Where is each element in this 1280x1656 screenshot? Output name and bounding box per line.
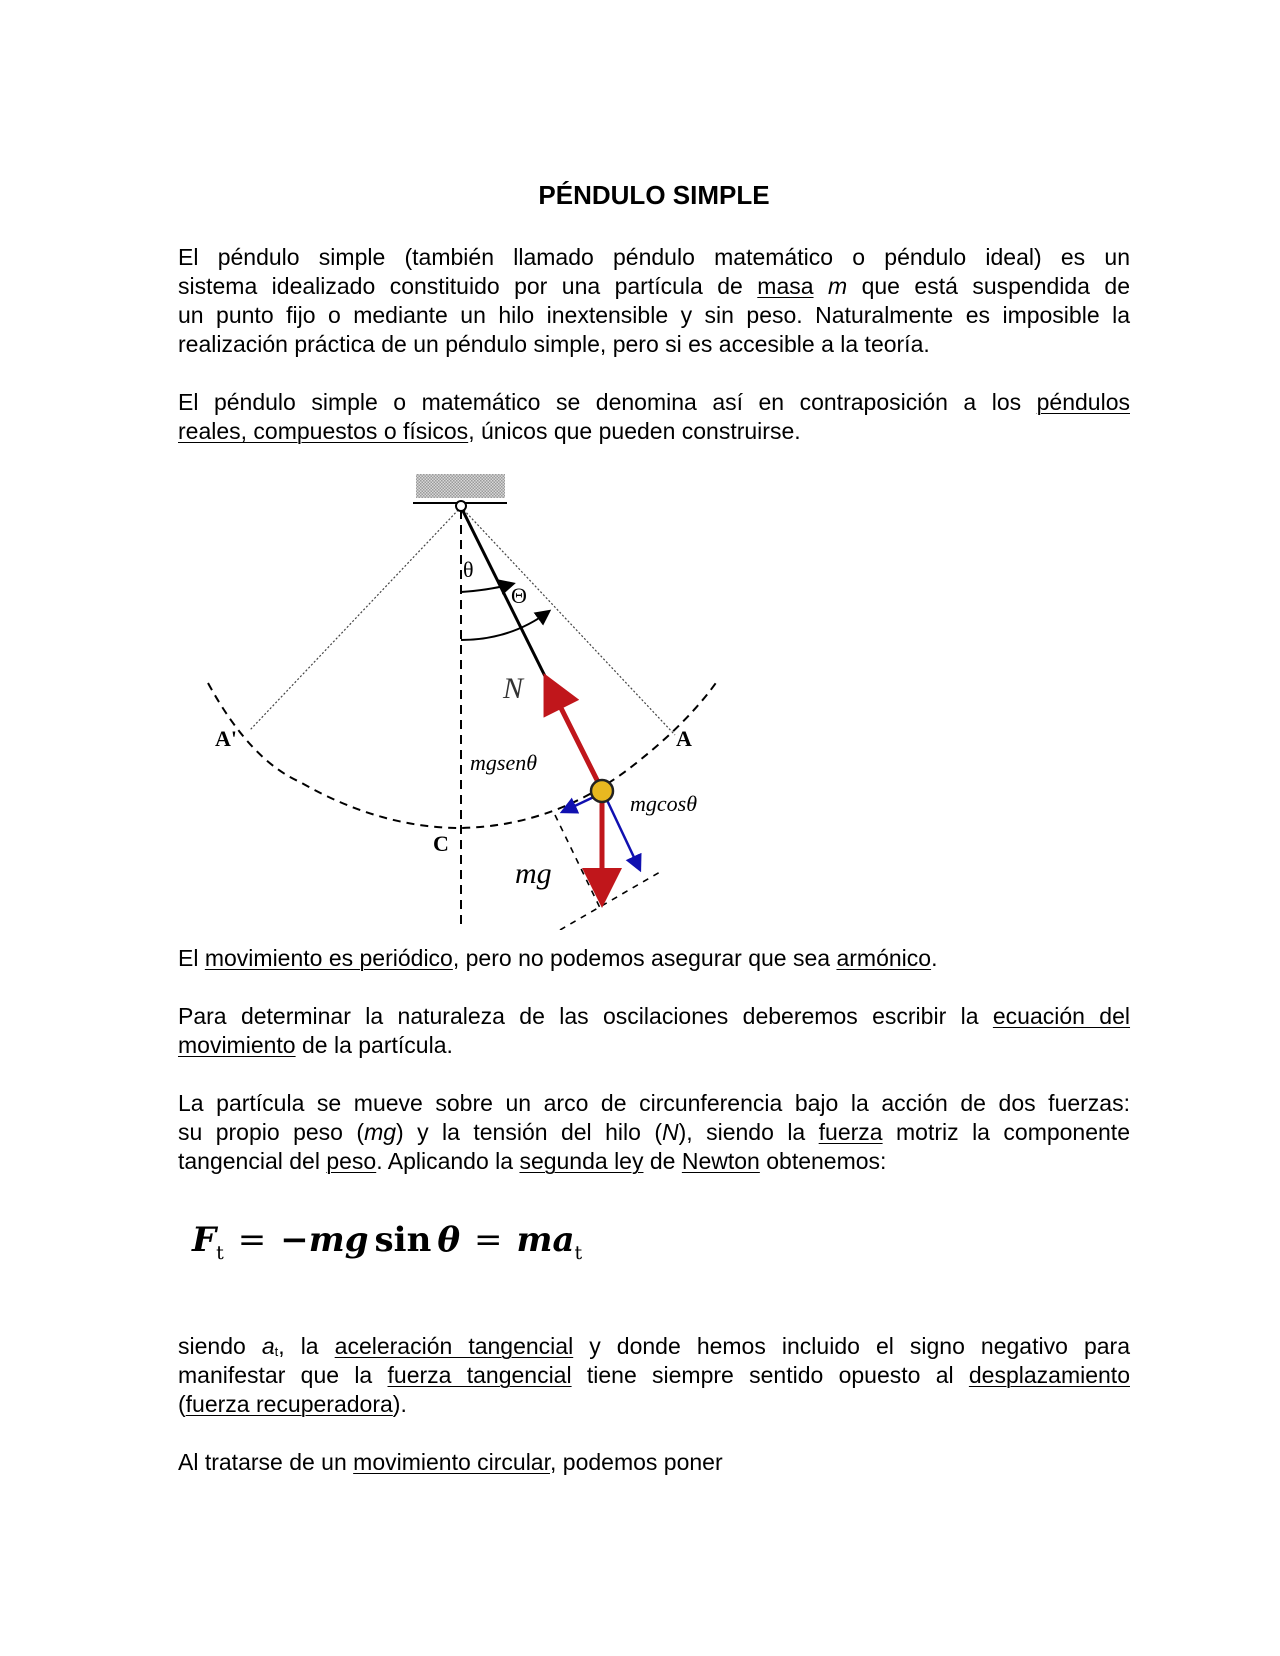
link-movimiento-circular[interactable]: movimiento circular [353, 1449, 550, 1475]
ceiling-support [416, 474, 505, 498]
text-line [178, 944, 1130, 973]
link-segunda-ley[interactable]: segunda ley [519, 1148, 644, 1174]
link-aceleracion-tangencial[interactable]: aceleración tangencial [334, 1333, 574, 1359]
link-fuerza[interactable]: fuerza [818, 1119, 883, 1145]
paragraph-periodic [178, 944, 1130, 973]
link-pendulos-reales-cont[interactable]: reales, compuestos o físicos [178, 418, 469, 444]
label-theta-max: Θ [511, 583, 527, 608]
formula-theta: θ [437, 1220, 460, 1260]
label-weight: mg [515, 857, 552, 890]
text-line [178, 1031, 1130, 1060]
equation-tangential-force [192, 1218, 582, 1275]
text: , podemos poner [550, 1449, 723, 1475]
text: sistema idealizado constituido por una partícula de [178, 273, 758, 299]
limit-line-left [250, 507, 461, 730]
formula-equals: = [237, 1220, 267, 1260]
text: . [931, 945, 938, 971]
link-fuerza-recuperadora[interactable]: fuerza recuperadora [185, 1391, 393, 1417]
link-pendulos-reales[interactable]: péndulos [1036, 389, 1130, 415]
text: , únicos que pueden construirse. [468, 418, 801, 444]
text: . Aplicando la [376, 1148, 520, 1174]
variable-n: N [662, 1119, 679, 1145]
text: manifestar que la [178, 1362, 388, 1388]
text-line [178, 272, 1130, 301]
paragraph-equation-intro [178, 1002, 1130, 1060]
text-line [178, 1002, 1130, 1031]
text: ) y la tensión del hilo ( [396, 1119, 662, 1145]
pendulum-bob [591, 780, 613, 802]
text: El [178, 945, 205, 971]
link-fuerza-tangencial[interactable]: fuerza tangencial [387, 1362, 572, 1388]
formula-lhs-sub: t [216, 1242, 224, 1264]
text-line: La partícula se mueve sobre un arco de circunferencia bajo la acción de dos fuerzas: [178, 1090, 1130, 1116]
text: y donde hemos incluido el signo negativo para [573, 1333, 1130, 1359]
text: que está suspendida de [847, 273, 1130, 299]
label-point-a: A [676, 726, 692, 751]
text-line: El péndulo simple (también llamado péndulo matemático o péndulo ideal) es un [178, 244, 1130, 270]
text: motriz la componente [882, 1119, 1130, 1145]
label-normal: mgcosθ [630, 791, 698, 816]
tension-arrow [548, 682, 600, 786]
label-tangential: mgsenθ [470, 750, 538, 775]
paragraph-circular-motion [178, 1448, 1130, 1477]
text-line [178, 1332, 1130, 1361]
link-desplazamiento[interactable]: desplazamiento [968, 1362, 1130, 1388]
label-theta: θ [463, 557, 474, 582]
paragraph-forces [178, 1089, 1130, 1176]
formula-equals-2: = [474, 1220, 503, 1260]
variable-m: m [827, 273, 848, 299]
variable-mg: mg [364, 1119, 397, 1145]
pivot-point [456, 501, 466, 511]
link-peso[interactable]: peso [326, 1148, 377, 1174]
text-line [178, 1118, 1130, 1147]
theta-arc [461, 584, 512, 592]
text: de la partícula. [295, 1032, 453, 1058]
link-ecuacion-movimiento[interactable]: ecuación del [992, 1003, 1131, 1029]
link-movimiento-periodico[interactable]: movimiento es periódico [204, 945, 453, 971]
formula-sin: sin [374, 1220, 432, 1260]
text: , pero no podemos asegurar que sea [452, 945, 837, 971]
text: , la [278, 1333, 335, 1359]
text-line [178, 1361, 1130, 1390]
link-ecuacion-movimiento-cont[interactable]: movimiento [178, 1032, 296, 1058]
text [814, 273, 828, 299]
label-tension: N [503, 672, 524, 705]
text: siendo [178, 1333, 262, 1359]
text: Al tratarse de un [178, 1449, 354, 1475]
label-point-a-prime: A' [215, 726, 237, 751]
text-line [178, 1448, 1130, 1477]
text: obtenemos: [759, 1148, 887, 1174]
text-line: un punto fijo o mediante un hilo inextensible y sin peso. Naturalmente es imposible la [178, 302, 1130, 328]
formula-lhs: F [192, 1220, 217, 1260]
text-line [178, 388, 1130, 417]
link-newton[interactable]: Newton [681, 1148, 760, 1174]
variable-a-sub: t [274, 1344, 279, 1359]
label-point-c: C [433, 831, 449, 856]
text: El péndulo simple o matemático se denomina así en contraposición a los [178, 389, 1037, 415]
pendulum-diagram [190, 460, 750, 930]
text: tiene siempre sentido opuesto al [571, 1362, 969, 1388]
formula-mid: −mg [280, 1220, 369, 1260]
text: ). [392, 1391, 407, 1417]
page-title: PÉNDULO SIMPLE [538, 180, 770, 210]
link-masa[interactable]: masa [757, 273, 814, 299]
limit-line-right [461, 507, 675, 735]
text: ( [178, 1391, 186, 1417]
text-line: realización práctica de un péndulo simple, pero si es accesible a la teoría. [178, 331, 930, 357]
formula-rhs-sub: t [574, 1242, 583, 1264]
text: Para determinar la naturaleza de las oscilaciones deberemos escribir la [178, 1003, 993, 1029]
text-line [178, 1147, 1130, 1176]
text: tangencial del [178, 1148, 327, 1174]
theta-max-arc [461, 612, 548, 640]
text: de [643, 1148, 682, 1174]
paragraph-real-pendulums [178, 388, 1130, 446]
paragraph-intro [178, 243, 1130, 359]
link-armonico[interactable]: armónico [836, 945, 932, 971]
text-line [178, 1390, 1130, 1419]
paragraph-tangential-acceleration [178, 1332, 1130, 1419]
text: ), siendo la [678, 1119, 819, 1145]
text: su propio peso ( [178, 1119, 365, 1145]
text-line [178, 417, 1130, 446]
variable-a: a [261, 1333, 275, 1359]
formula-rhs: ma [516, 1220, 575, 1260]
